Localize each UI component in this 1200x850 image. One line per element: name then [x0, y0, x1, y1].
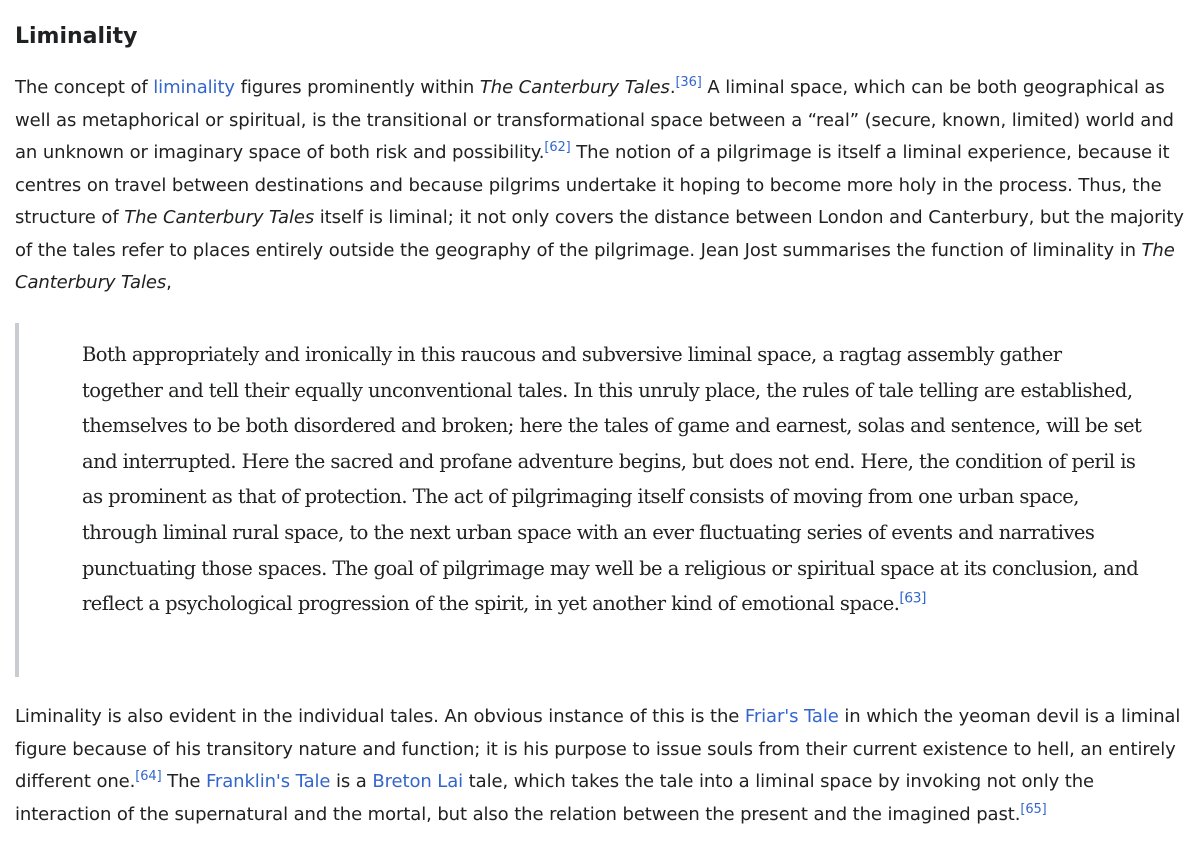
quote-body: Both appropriately and ironically in this raucous and subversive liminal space, a ragtag assembly gather together and tell their equally unconventional tales. In this unruly place, the rules of tale telling are established, themselves to be both disordered and broken; here the tales of game and earnest, solas and sentence, will be set and interrupted. Here the sacred and profane adventure begins, but does not end. Here, the condition of peril is as prominent as that of protection. The act of pilgrimaging itself consists of moving from one urban space, through liminal rural space, to the next urban space with an ever fluctuating series of events and narratives punctuating those spaces. The goal of pilgrimage may well be a religious or spiritual space at its conclusion, and reflect a psychological progression of the spirit, in yet another kind of emotional space. — [82, 343, 1142, 616]
link-friars-tale[interactable]: Friar's Tale — [744, 706, 839, 727]
text-run: figures prominently within — [234, 77, 480, 98]
work-title: The Canterbury Tales — [479, 77, 670, 98]
text-run: is a — [330, 771, 373, 792]
text-run: tale, which takes the tale into a liminal space by invoking not only the interaction of the supernatural and the mortal, but also the relation between the present and the imagined past. — [15, 771, 1095, 825]
work-title: The Canterbury Tales — [15, 239, 1175, 293]
link-liminality[interactable]: liminality — [153, 77, 235, 98]
reference-link[interactable]: [62] — [544, 140, 571, 155]
reference-63[interactable] — [899, 591, 926, 607]
text-run: The — [161, 771, 206, 792]
text-run: , — [166, 272, 172, 293]
reference-36[interactable] — [675, 75, 701, 90]
reference-link[interactable]: [63] — [899, 590, 926, 607]
text-run: The concept of — [15, 77, 154, 98]
link-breton-lai[interactable]: Breton Lai — [372, 771, 464, 792]
text-run: itself is liminal; it not only covers the distance between London and Canterbury, but the majority of the tales refer to places entirely outside the geography of the pilgrimage. Jean Jost summarises the function of liminality in — [15, 207, 1184, 261]
paragraph-intro — [15, 72, 1190, 300]
reference-link[interactable]: [64] — [135, 769, 162, 784]
blockquote — [15, 323, 1194, 677]
reference-62[interactable] — [544, 140, 570, 155]
text-run: Liminality is also evident in the individual tales. An obvious instance of this is the — [15, 706, 745, 727]
text-run: A liminal space, which can be both geographical as well as metaphorical or spiritual, is the transitional or transformational space between a “real” (secure, known, limited) world and an unknown or imaginary space of both risk and possibility. — [15, 77, 1174, 163]
text-run: The notion of a pilgrimage is itself a liminal experience, because it centres on travel between destinations and because pilgrims undertake it hoping to become more holy in the process. Thus, the structure of — [15, 142, 1170, 228]
reference-link[interactable]: [65] — [1020, 801, 1047, 817]
reference-65[interactable] — [1020, 802, 1046, 817]
section-heading: Liminality — [15, 24, 138, 49]
work-title: The Canterbury Tales — [124, 207, 315, 228]
text-run: in which the yeoman devil is a liminal figure because of his transitory nature and function; it is his purpose to issue souls from their current existence to hell, an entirely different one. — [15, 706, 1181, 792]
paragraph-tales — [15, 701, 1190, 831]
link-franklins-tale[interactable]: Franklin's Tale — [205, 771, 331, 792]
reference-64[interactable] — [135, 769, 161, 784]
blockquote-text — [82, 337, 1142, 622]
text-run: . — [669, 77, 676, 98]
reference-link[interactable]: [36] — [675, 75, 702, 90]
